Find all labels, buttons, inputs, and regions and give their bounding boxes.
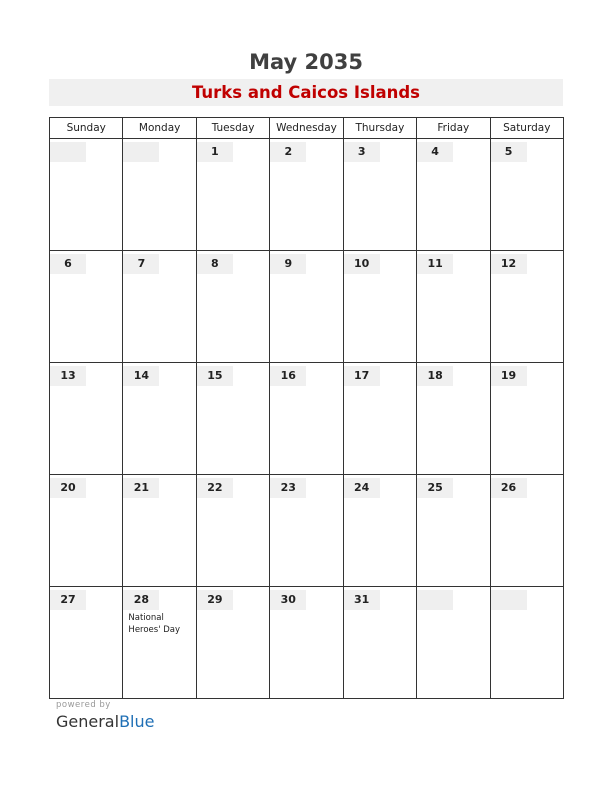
day-cell[interactable] [490, 475, 563, 587]
week-row [50, 587, 564, 699]
weekday-header: Wednesday [270, 118, 343, 139]
week-row [50, 475, 564, 587]
holiday-label: National Heroes' Day [128, 613, 181, 635]
day-number: 8 [197, 254, 233, 274]
day-number: 21 [123, 478, 159, 498]
day-cell[interactable] [123, 475, 196, 587]
day-number: 10 [344, 254, 380, 274]
day-cell[interactable] [343, 587, 416, 699]
day-cell[interactable] [196, 475, 269, 587]
day-cell[interactable] [270, 139, 343, 251]
brand-blue-text: Blue [119, 712, 155, 731]
empty-day-marker [123, 142, 159, 162]
day-cell[interactable] [490, 363, 563, 475]
powered-by-text: powered by [56, 700, 111, 710]
day-number: 23 [270, 478, 306, 498]
day-number: 13 [50, 366, 86, 386]
month-calendar-grid [49, 117, 564, 699]
day-number: 1 [197, 142, 233, 162]
day-number: 25 [417, 478, 453, 498]
country-banner [49, 79, 563, 106]
day-cell[interactable] [343, 251, 416, 363]
day-cell[interactable] [196, 139, 269, 251]
day-cell[interactable] [196, 587, 269, 699]
day-cell[interactable] [343, 363, 416, 475]
day-cell[interactable] [490, 139, 563, 251]
weekday-header: Friday [417, 118, 490, 139]
month-year-title: May 2035 [249, 50, 363, 74]
day-number: 27 [50, 590, 86, 610]
weekday-header: Monday [123, 118, 196, 139]
day-cell [123, 139, 196, 251]
day-cell[interactable] [417, 251, 490, 363]
empty-day-marker [491, 590, 527, 610]
day-cell[interactable] [50, 251, 123, 363]
day-cell[interactable] [343, 475, 416, 587]
day-number: 5 [491, 142, 527, 162]
day-cell [490, 587, 563, 699]
day-cell[interactable] [270, 475, 343, 587]
day-cell[interactable] [196, 363, 269, 475]
day-number: 29 [197, 590, 233, 610]
day-number: 4 [417, 142, 453, 162]
day-cell[interactable] [50, 363, 123, 475]
day-cell[interactable] [50, 587, 123, 699]
day-cell[interactable] [490, 251, 563, 363]
day-cell[interactable] [343, 139, 416, 251]
week-row [50, 139, 564, 251]
day-number: 26 [491, 478, 527, 498]
weekday-header: Thursday [343, 118, 416, 139]
empty-day-marker [417, 590, 453, 610]
day-number: 28 [123, 590, 159, 610]
day-cell[interactable] [417, 475, 490, 587]
day-cell[interactable] [270, 587, 343, 699]
day-number: 30 [270, 590, 306, 610]
day-number: 2 [270, 142, 306, 162]
day-number: 16 [270, 366, 306, 386]
day-number: 17 [344, 366, 380, 386]
day-number: 14 [123, 366, 159, 386]
day-cell[interactable] [50, 475, 123, 587]
weekday-header-row [50, 118, 564, 139]
day-number: 24 [344, 478, 380, 498]
day-number: 6 [50, 254, 86, 274]
brand-logo[interactable] [56, 712, 154, 732]
weekday-header: Tuesday [196, 118, 269, 139]
day-cell[interactable] [123, 251, 196, 363]
day-number: 19 [491, 366, 527, 386]
week-row [50, 251, 564, 363]
day-number: 3 [344, 142, 380, 162]
empty-day-marker [50, 142, 86, 162]
day-number: 7 [123, 254, 159, 274]
week-row [50, 363, 564, 475]
country-name: Turks and Caicos Islands [191, 83, 420, 102]
brand-general-text: General [56, 712, 120, 731]
day-number: 9 [270, 254, 306, 274]
day-number: 22 [197, 478, 233, 498]
day-number: 11 [417, 254, 453, 274]
day-number: 12 [491, 254, 527, 274]
day-number: 15 [197, 366, 233, 386]
day-cell [417, 587, 490, 699]
day-cell[interactable] [196, 251, 269, 363]
day-number: 18 [417, 366, 453, 386]
footer-branding [56, 700, 154, 732]
day-cell[interactable] [270, 363, 343, 475]
day-number: 31 [344, 590, 380, 610]
day-cell[interactable] [123, 363, 196, 475]
day-cell[interactable] [270, 251, 343, 363]
weekday-header: Saturday [490, 118, 563, 139]
weekday-header: Sunday [50, 118, 123, 139]
day-cell[interactable] [417, 139, 490, 251]
day-cell[interactable] [417, 363, 490, 475]
day-cell [50, 139, 123, 251]
day-number: 20 [50, 478, 86, 498]
day-cell[interactable] [123, 587, 196, 699]
